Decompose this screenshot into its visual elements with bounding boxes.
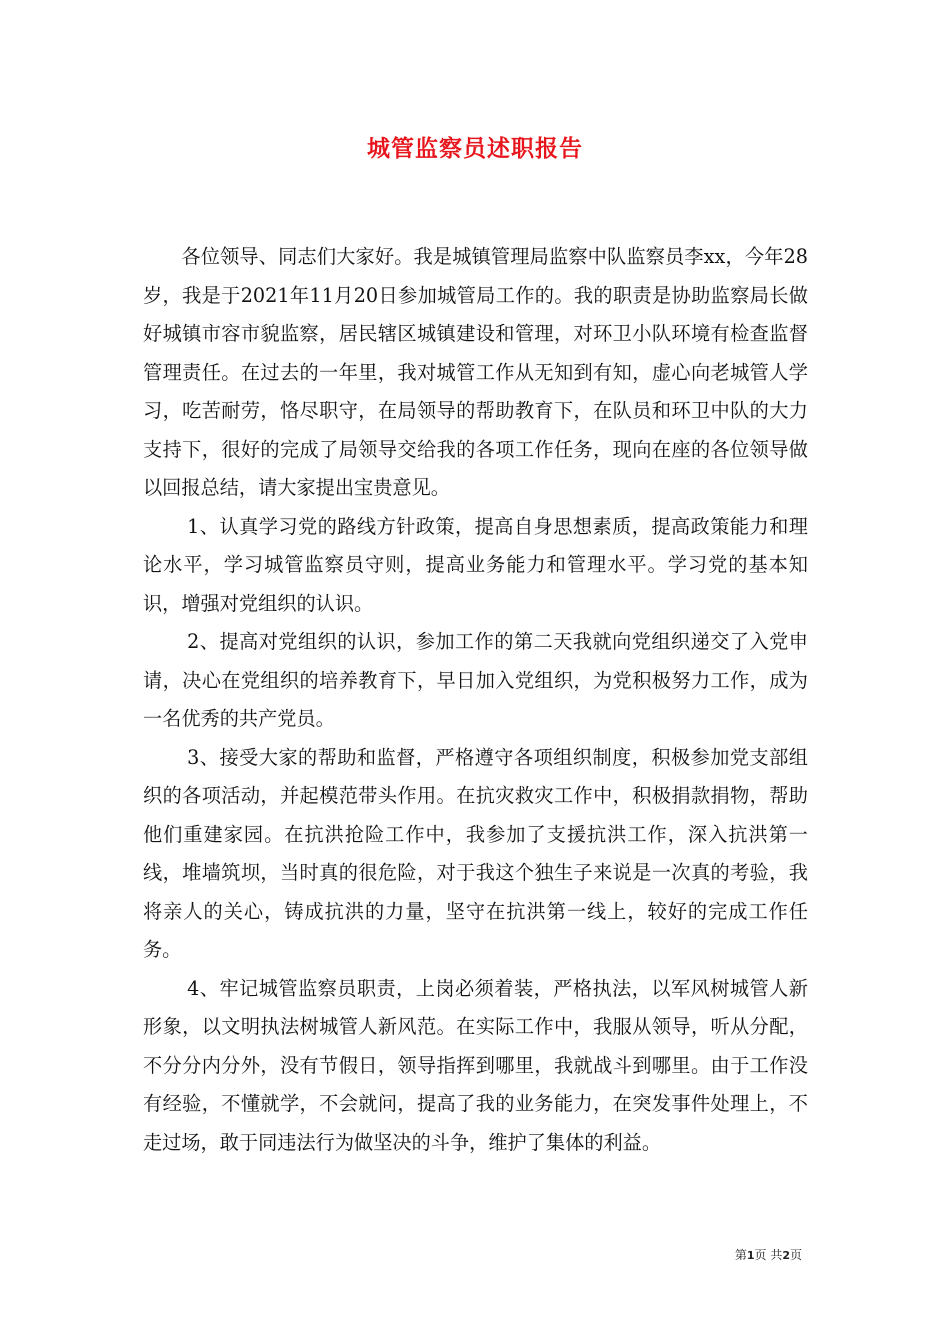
footer-prefix: 第 [734,1248,747,1262]
item-paragraph-3: 3、接受大家的帮助和监督，严格遵守各项组织制度，积极参加党支部组织的各项活动，并起模范带头作用。在抗灾救灾工作中，积极捐款捐物，帮助他们重建家园。在抗洪抢险工作中，我参加了支援抗洪工作，深入抗洪第一线，堆墙筑坝，当时真的很危险，对于我这个独生子来说是一次真的考验，我将亲人的关心，铸成抗洪的力量，坚守在抗洪第一线上，较好的完成工作任务。 [143,745,808,961]
page-footer [735,1247,802,1264]
item-paragraph-1: 1、认真学习党的路线方针政策，提高自身思想素质，提高政策能力和理论水平，学习城管监察员守则，提高业务能力和管理水平。学习党的基本知识，增强对党组织的认识。 [143,514,808,615]
footer-suffix: 页 [789,1248,802,1262]
footer-middle: 页 共 [754,1248,783,1262]
footer-total-pages: 2 [782,1249,790,1262]
footer-current-page: 1 [746,1249,755,1262]
item-paragraph-4: 4、牢记城管监察员职责，上岗必须着装，严格执法，以军风树城管人新形象，以文明执法树城管人新风范。在实际工作中，我服从领导，听从分配，不分分内分外，没有节假日，领导指挥到哪里，我就战斗到哪里。由于工作没有经验，不懂就学，不会就问，提高了我的业务能力，在突发事件处理上，不走过场，敢于同违法行为做坚决的斗争，维护了集体的利益。 [143,976,808,1154]
intro-paragraph: 各位领导、同志们大家好。我是城镇管理局监察中队监察员李xx，今年28岁，我是于2021年11月20日参加城管局工作的。我的职责是协助监察局长做好城镇市容市貌监察，居民辖区城镇建设和管理，对环卫小队环境有检查监督管理责任。在过去的一年里，我对城管工作从无知到有知，虚心向老城管人学习，吃苦耐劳，恪尽职守，在局领导的帮助教育下，在队员和环卫中队的大力支持下，很好的完成了局领导交给我的各项工作任务，现向在座的各位领导做以回报总结，请大家提出宝贵意见。 [143,245,808,499]
document-body [143,238,808,1162]
item-paragraph-2: 2、提高对党组织的认识，参加工作的第二天我就向党组织递交了入党申请，决心在党组织的培养教育下，早日加入党组织，为党积极努力工作，成为一名优秀的共产党员。 [143,630,808,730]
document-title: 城管监察员述职报告 [367,135,583,162]
